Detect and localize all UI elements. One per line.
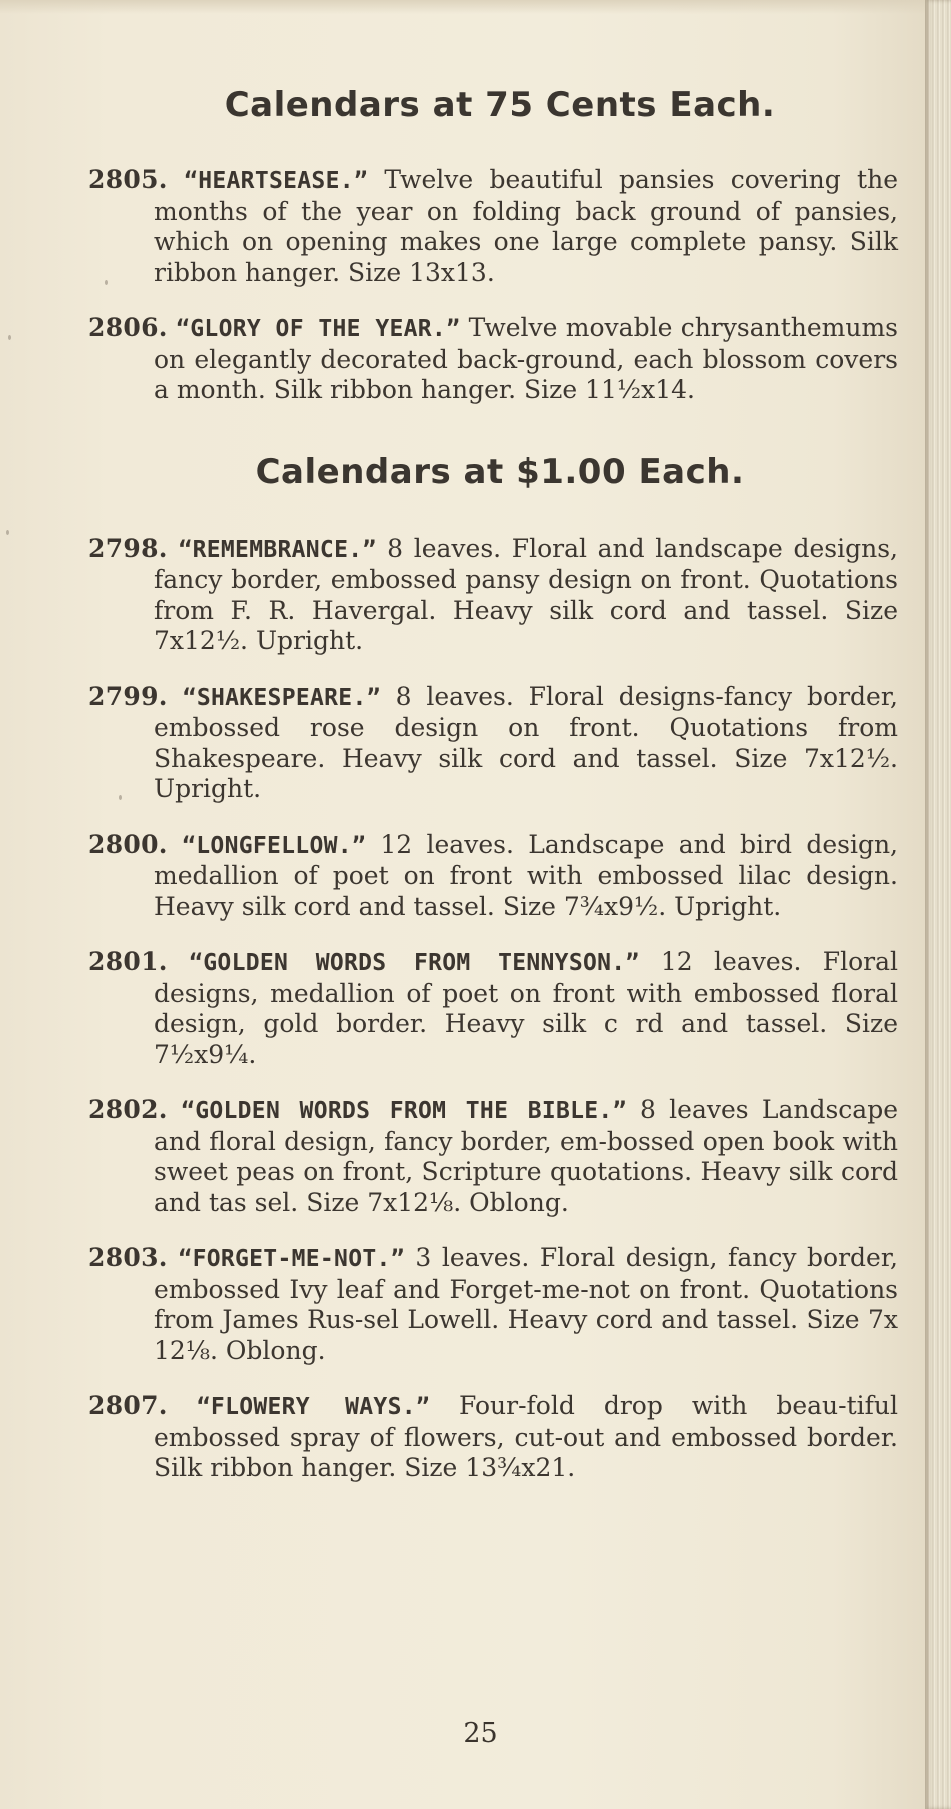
entry-description: Twelve movable chrysanthemums on elegantly decorated back-ground, each blossom covers a month. Silk ribbon hanger. Size 11½x14. (154, 313, 899, 404)
entry-description: 8 leaves. Floral and landscape designs, fancy border, embossed pansy design on front. Quotations from F. R. Havergal. Heavy silk cord and tassel. Size 7x12½. Upright. (154, 533, 899, 655)
entry-description: Twelve beautiful pansies covering the months of the year on folding back ground of pansies, which on opening makes one large complete pansy. Silk ribbon hanger. Size 13x13. (154, 165, 898, 287)
entry-number: 2803. (88, 1243, 168, 1272)
entry-description: 12 leaves. Landscape and bird design, medallion of poet on front with embossed lilac design. Heavy silk cord and tassel. Size 7¾x9½. Upright. (154, 829, 898, 921)
catalog-entry (88, 534, 898, 657)
catalog-entry (88, 682, 898, 805)
entry-title: “GOLDEN WORDS FROM THE BIBLE.” (181, 1098, 627, 1124)
entry-title: “GOLDEN WORDS FROM TENNYSON.” (189, 950, 640, 976)
entry-number: 2807. (88, 1391, 168, 1420)
catalog-entry (88, 313, 898, 406)
catalog-entry (88, 947, 898, 1070)
entry-description: 8 leaves. Floral designs-fancy border, embossed rose design on front. Quotations from Shakespeare. Heavy silk cord and tassel. Size 7x12½. Upright. (154, 681, 898, 803)
entry-description: Four-fold drop with beau-tiful embossed spray of flowers, cut-out and embossed border. Silk ribbon hanger. Size 13¾x21. (154, 1391, 898, 1482)
entry-description: 3 leaves. Floral design, fancy border, embossed Ivy leaf and Forget-me-not on front. Quotations from James Rus-sel Lowell. Heavy cord and tassel. Size 7x 12⅛. Oblong. (154, 1243, 899, 1365)
entry-title: “HEARTSEASE.” (184, 168, 369, 194)
entry-title: “LONGFELLOW.” (182, 832, 367, 859)
catalog-entry (88, 1391, 898, 1484)
book-page-edges (925, 0, 951, 1809)
catalog-entry (88, 165, 898, 288)
entry-title: “FORGET-ME-NOT.” (178, 1246, 405, 1272)
catalog-entry (88, 1095, 898, 1218)
entry-number: 2802. (88, 1095, 168, 1124)
entry-title: “FLOWERY WAYS.” (196, 1394, 431, 1420)
page-number: 25 (463, 1718, 498, 1749)
entry-description: 8 leaves Landscape and floral design, fancy border, em-bossed open book with sweet peas on front, Scripture quotations. Heavy silk cord and tas sel. Size 7x12⅛. Oblong. (154, 1095, 899, 1217)
section-heading: Calendars at 75 Cents Each. (224, 85, 776, 125)
entry-number: 2806. (88, 313, 168, 342)
paper-speck (6, 530, 9, 535)
entry-title: “REMEMBRANCE.” (178, 536, 377, 563)
paper-speck (8, 335, 11, 340)
entry-number: 2798. (88, 533, 168, 563)
section-heading: Calendars at $1.00 Each. (255, 451, 745, 492)
page-content (88, 85, 898, 1506)
catalog-entry (88, 1243, 898, 1366)
entry-number: 2799. (88, 681, 168, 711)
entry-description: 12 leaves. Floral designs, medallion of poet on front with embossed floral design, gold border. Heavy silk c rd and tassel. Size 7½x9¼. (154, 947, 899, 1069)
entry-number: 2801. (88, 947, 168, 976)
entry-number: 2805. (88, 165, 168, 194)
entry-number: 2800. (88, 829, 168, 859)
entry-title: “GLORY OF THE YEAR.” (176, 316, 461, 342)
catalog-entry (88, 830, 898, 923)
entry-title: “SHAKESPEARE.” (182, 684, 381, 711)
